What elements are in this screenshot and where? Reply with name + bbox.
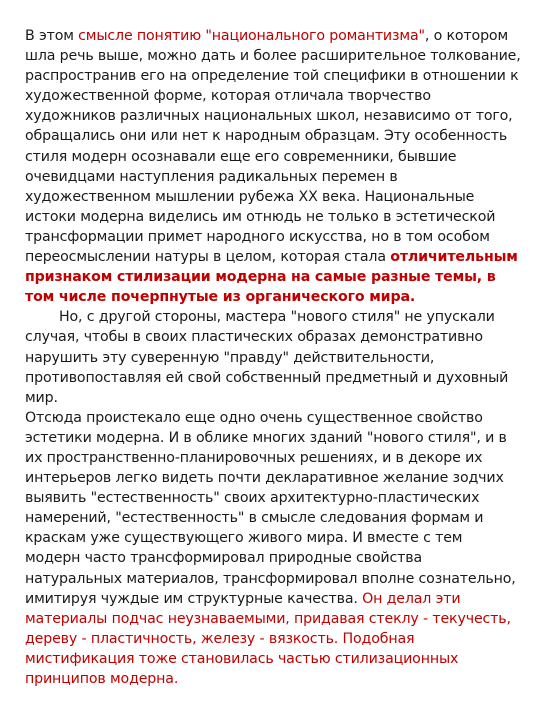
paragraph-new-style [25,307,521,407]
bold-highlighted-phrase: отличительным признаком стилизации модерна на самые разные темы, в том числе почерпнутые из органического мира. [25,249,518,306]
paragraph-naturalness [25,408,521,689]
document-page [25,26,521,689]
highlighted-phrase: Он делал эти материалы подчас неузнаваемыми, придавая стеклу - текучесть, дереву - пластичность, железу - вязкость. Подобная мистификация тоже становилась частью стилизационных принципов модерна. [25,590,511,687]
text-segment: Отсюда проистекало еще одно очень существенное свойство эстетики модерна. И в облике многих зданий "нового стиля", и в их пространственно-планировочных решениях, и в декоре их интерьеров легко видеть почти декларативное желание зодчих выявить "естественность" своих архитектурно-пластических намерений, "естественность" в смысле следования формам и краскам уже существующего живого мира. И вместе с тем модерн часто трансформировал природные свойства натуральных материалов, трансформировал вполне сознательно, имитируя чуждые им структурные качества. [25,409,516,607]
highlighted-phrase: смысле понятию "национального романтизма" [78,28,425,44]
text-segment: , о котором шла речь выше, можно дать и более расширительное толкование, распространив его на определение той специфики в отношении к художественной форме, которая отличала творчество художников различных национальных школ, независимо от того, обращались они или нет к народным образцам. Эту особенность стиля модерн осознавали еще его современники, бывшие очевидцами наступления радикальных перемен в художественном мышлении рубежа XX века. Национальные истоки модерна виделись им отнюдь не только в эстетической трансформации примет народного искусства, но в том особом переосмыслении натуры в целом, которая стала [25,28,521,266]
text-segment: Но, с другой стороны, мастера "нового стиля" не упускали случая, чтобы в своих пластических образах демонстративно нарушить эту суверенную "правду" действительности, противопоставляя ей свой собственный предметный и духовный мир. [25,309,509,406]
paragraph-national-romanticism [25,26,521,307]
text-segment: В этом [25,28,79,44]
